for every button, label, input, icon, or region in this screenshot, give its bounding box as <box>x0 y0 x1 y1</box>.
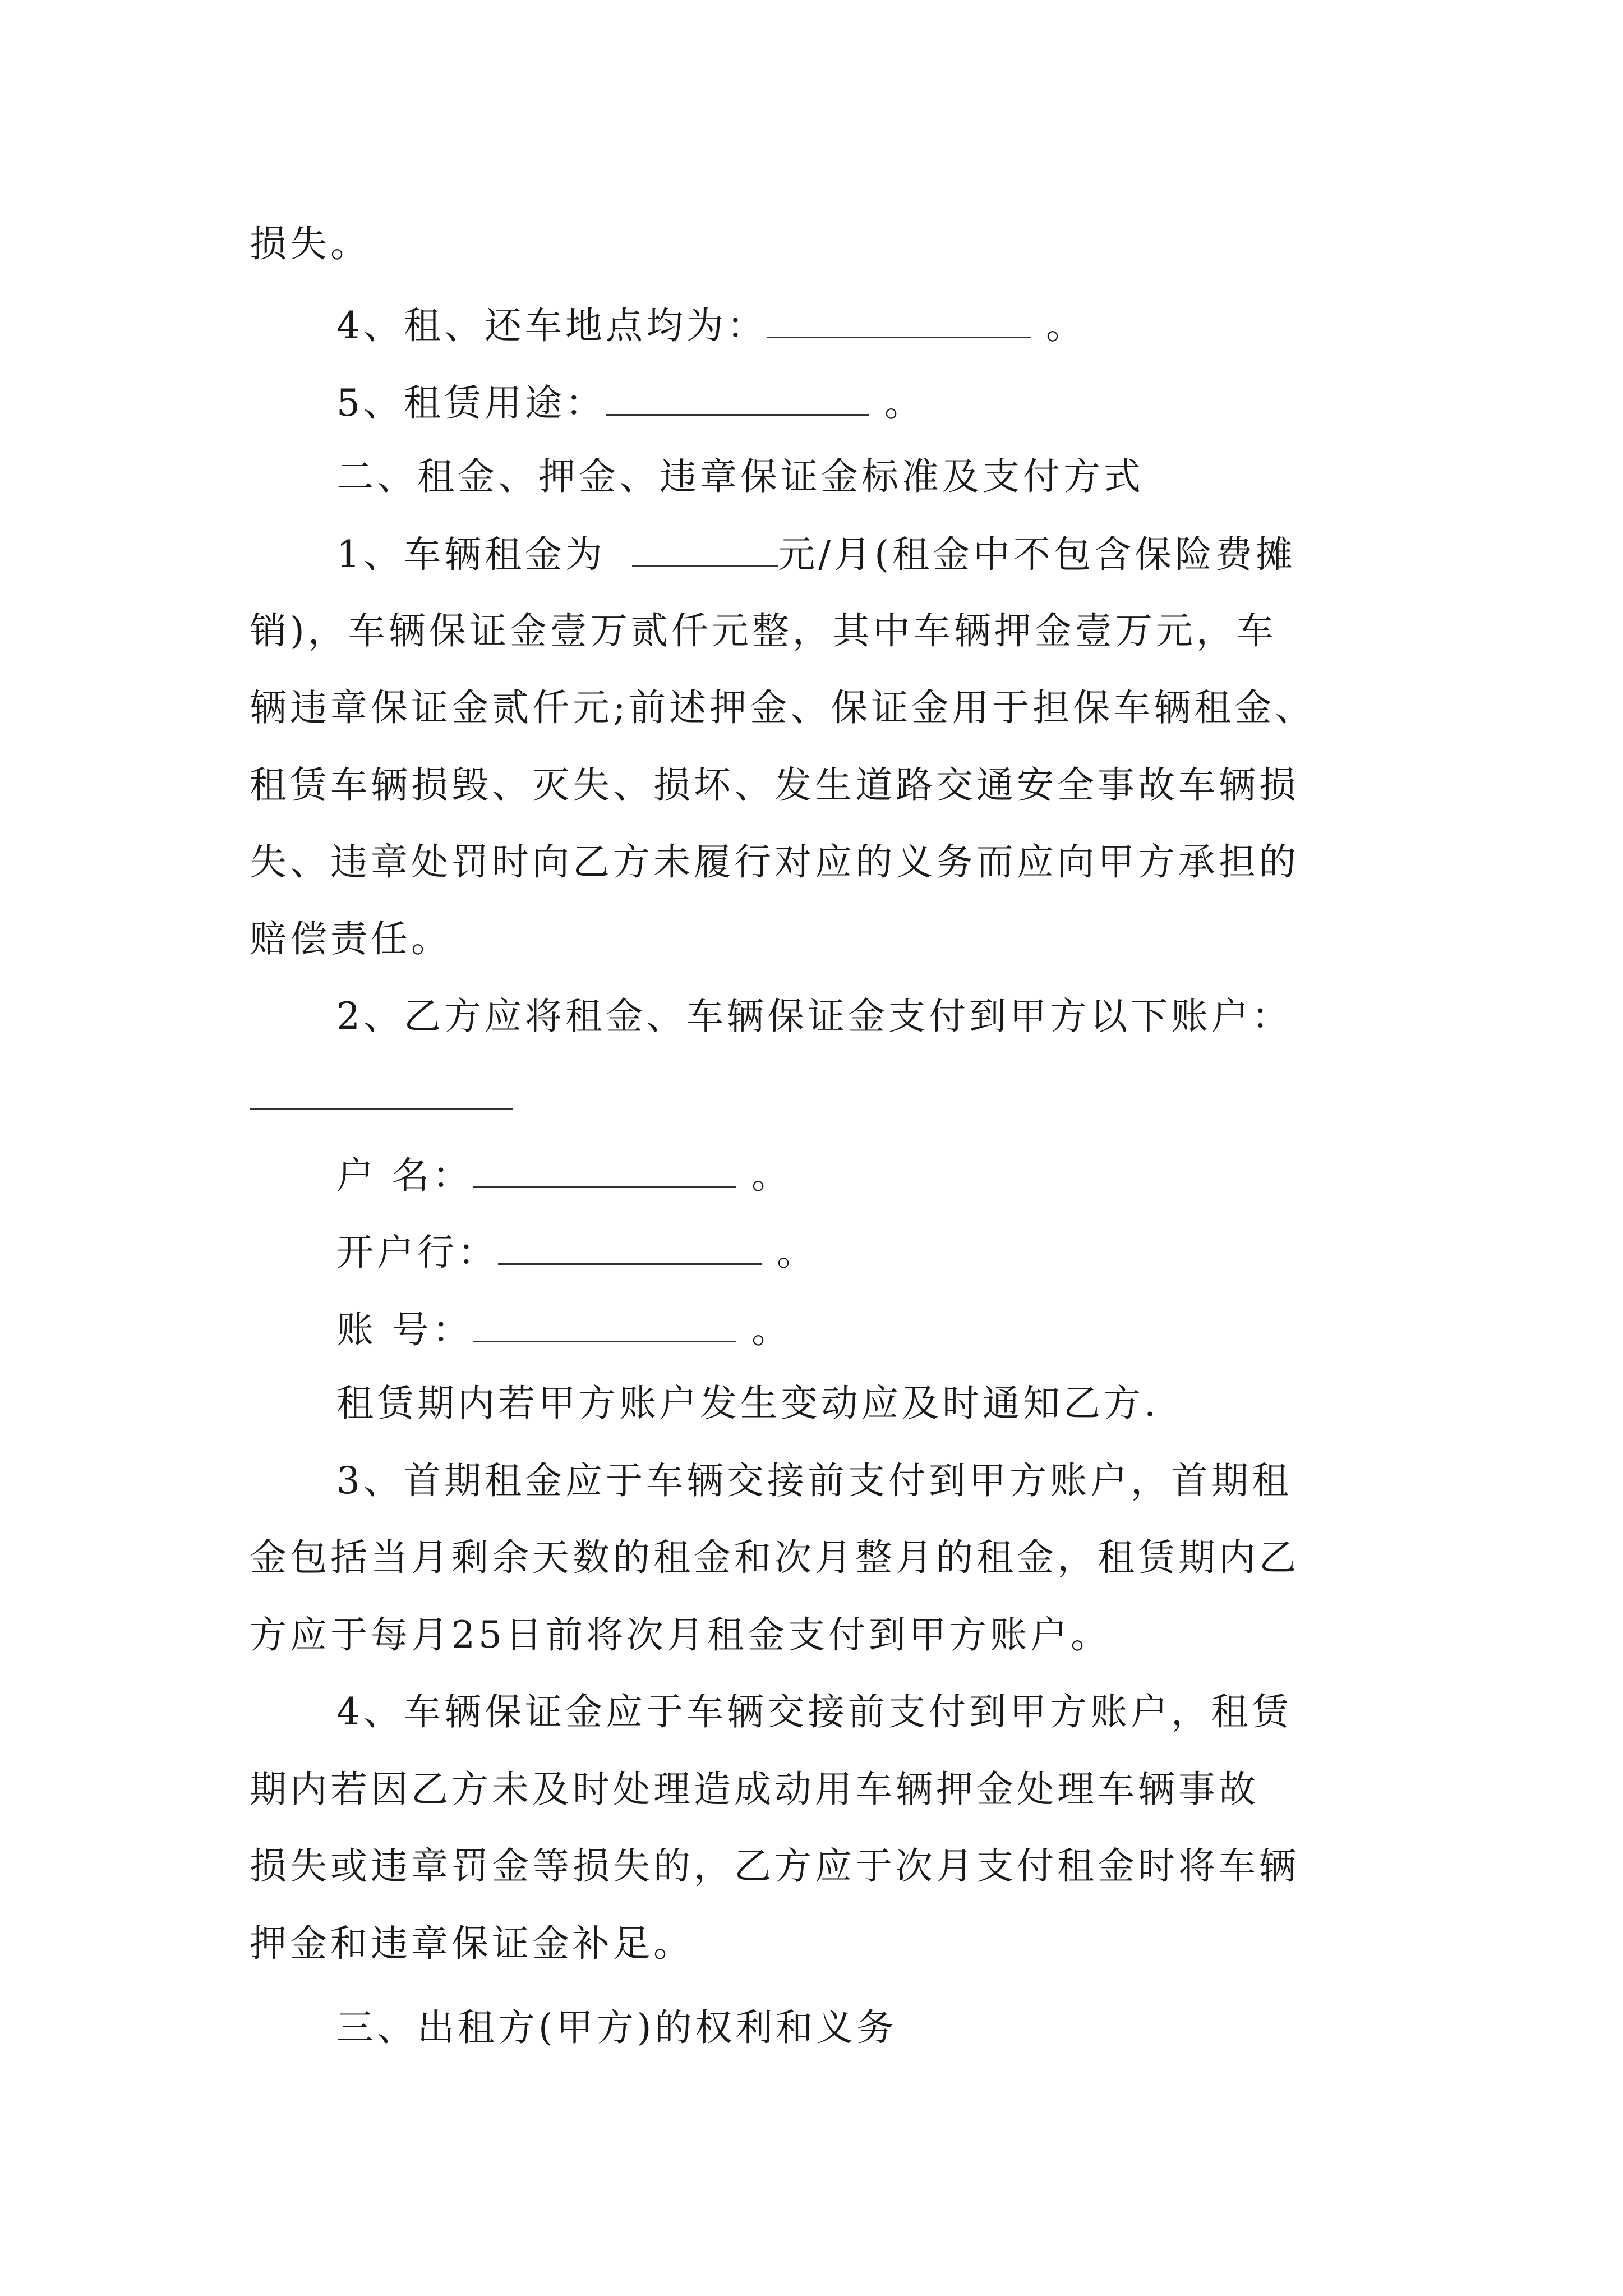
paragraph-text: 失、违章处罚时向乙方未履行对应的义务而应向甲方承担的 <box>250 840 1299 884</box>
field-end: 。 <box>736 1308 792 1351</box>
section-heading-text: 二、租金、押金、违章保证金标准及支付方式 <box>336 455 1144 498</box>
paragraph-text: 销)，车辆保证金壹万贰仟元整，其中车辆押金壹万元，车 <box>250 609 1277 652</box>
account-change-note <box>336 1381 1159 1426</box>
field-end: 。 <box>736 1154 792 1197</box>
field-bank <box>336 1230 817 1275</box>
section-heading-text: 三、出租方(甲方)的权利和义务 <box>336 2006 897 2049</box>
paragraph-text: 损失或违章罚金等损失的，乙方应于次月支付租金时将车辆 <box>250 1844 1299 1888</box>
clause-text: 2、乙方应将租金、车辆保证金支付到甲方以下账户： <box>336 995 1292 1038</box>
paragraph-line <box>250 685 1315 730</box>
paragraph-text: 押金和违章保证金补足。 <box>250 1922 694 1965</box>
paragraph-line <box>250 1613 1111 1658</box>
text-continuation: 损失。 <box>250 222 371 265</box>
clause-deposit <box>336 1690 1292 1734</box>
section-heading-two <box>336 454 1144 499</box>
field-account-number <box>336 1307 792 1352</box>
paragraph-text: 辆违章保证金贰仟元;前述押金、保证金用于担保车辆租金、 <box>250 686 1316 729</box>
paragraph-line <box>250 609 1277 654</box>
clause-label: 1、车辆租金为 <box>336 533 606 576</box>
paragraph-text: 3、首期租金应于车辆交接前支付到甲方账户，首期租 <box>336 1459 1292 1502</box>
field-label: 开户行： <box>336 1231 498 1274</box>
paragraph-text: 赔偿责任。 <box>250 917 451 960</box>
fill-blank-purpose[interactable] <box>606 380 869 416</box>
clause-rent-amount <box>336 532 1296 577</box>
paragraph-text: 租赁期内若甲方账户发生变动应及时通知乙方. <box>336 1382 1159 1425</box>
paragraph-text: 方应于每月25日前将次月租金支付到甲方账户。 <box>250 1613 1111 1657</box>
paragraph-line <box>250 917 451 961</box>
fill-blank-bank[interactable] <box>498 1230 762 1265</box>
clause-label: 4、租、还车地点均为： <box>336 304 767 347</box>
fill-blank-rent[interactable] <box>632 532 778 567</box>
paragraph-line <box>250 1921 694 1966</box>
clause-text: 元/月(租金中不包含保险费摊 <box>777 533 1296 576</box>
section-heading-three <box>336 2005 897 2050</box>
clause-return-location <box>336 303 1086 348</box>
paragraph-line <box>250 1767 1259 1812</box>
paragraph-text: 金包括当月剩余天数的租金和次月整月的租金，租赁期内乙 <box>250 1536 1299 1579</box>
clause-end: 。 <box>1031 304 1086 347</box>
clause-label: 5、租赁用途： <box>336 381 606 425</box>
paragraph-line <box>250 1844 1299 1889</box>
clause-payment-account <box>336 994 1292 1039</box>
clause-lease-purpose <box>336 380 925 426</box>
clause-first-rent <box>336 1458 1292 1503</box>
field-account-name <box>336 1153 792 1198</box>
field-label: 账 号： <box>336 1308 473 1351</box>
field-label: 户 名： <box>336 1154 473 1197</box>
fill-blank-account-number[interactable] <box>473 1307 736 1342</box>
paragraph-text: 期内若因乙方未及时处理造成动用车辆押金处理车辆事故 <box>250 1768 1259 1811</box>
paragraph-line <box>250 1535 1299 1580</box>
paragraph-line <box>250 763 1299 808</box>
fill-blank-location[interactable] <box>767 303 1031 338</box>
fill-blank-account-line[interactable] <box>250 1108 513 1110</box>
paragraph-line <box>250 222 371 266</box>
clause-end: 。 <box>869 381 925 425</box>
field-end: 。 <box>762 1231 817 1274</box>
paragraph-line <box>250 840 1299 885</box>
paragraph-text: 租赁车辆损毁、灭失、损坏、发生道路交通安全事故车辆损 <box>250 763 1299 807</box>
fill-blank-account-name[interactable] <box>473 1153 736 1188</box>
paragraph-text: 4、车辆保证金应于车辆交接前支付到甲方账户，租赁 <box>336 1690 1292 1733</box>
